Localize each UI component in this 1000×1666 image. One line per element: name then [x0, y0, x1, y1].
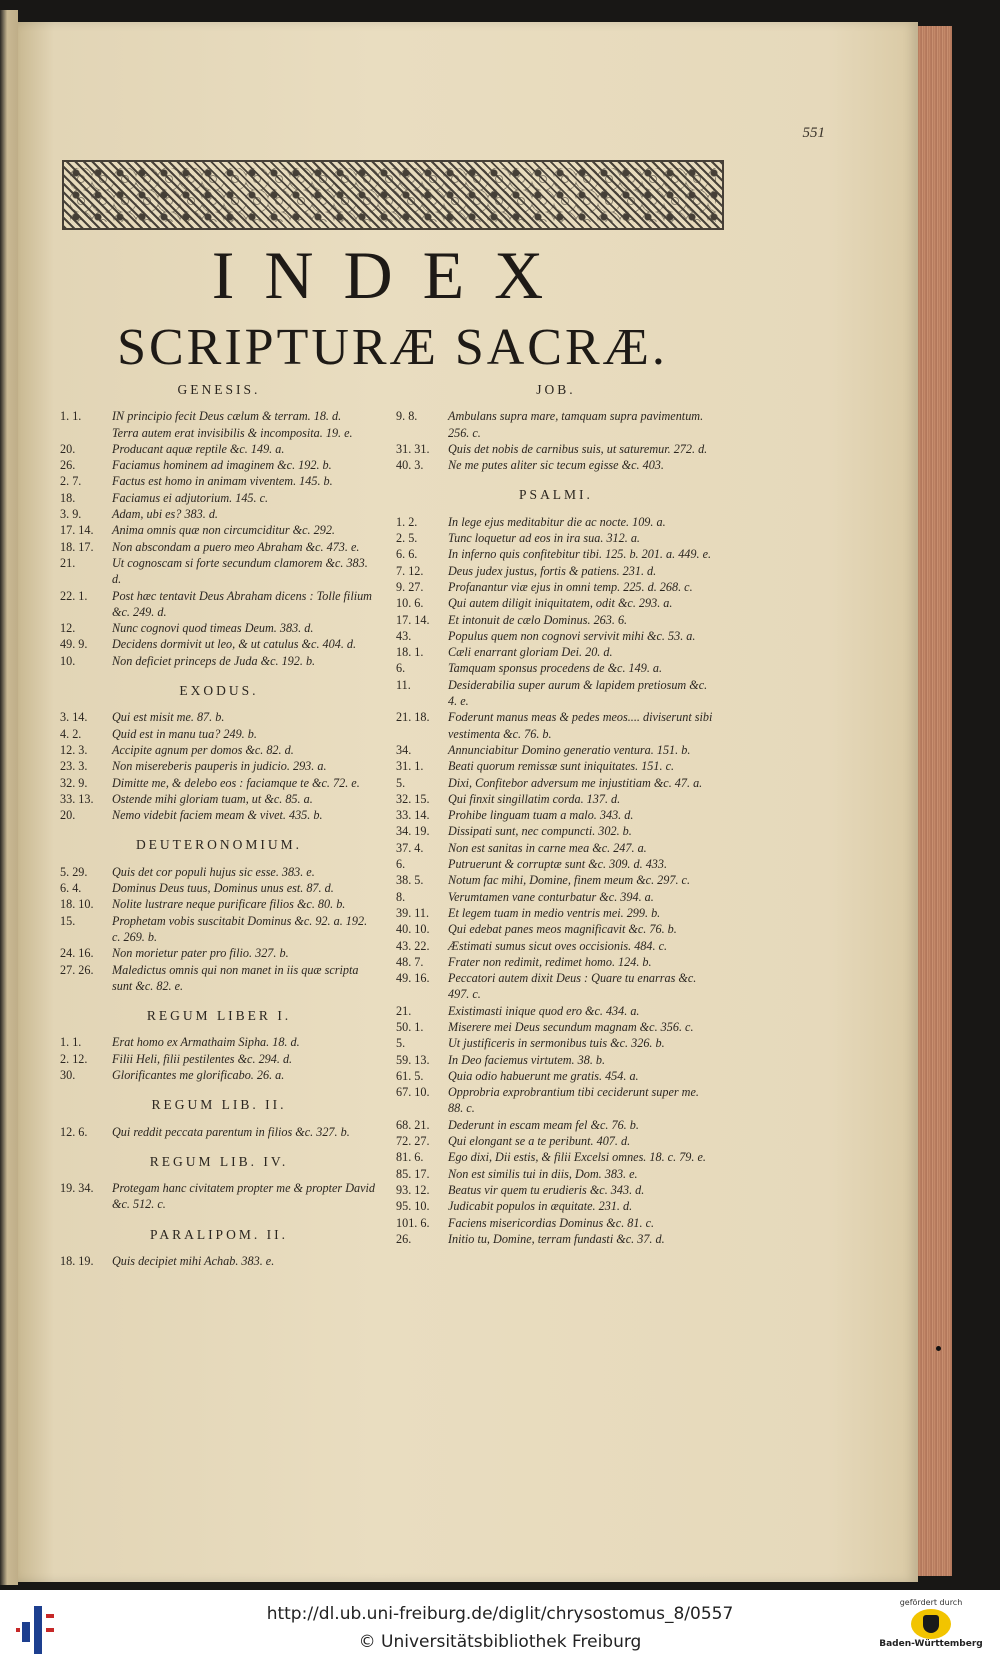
entry-text: Quia odio habuerunt me gratis. 454. a.	[448, 1068, 639, 1083]
section-heading: REGUM LIB. II.	[151, 1097, 287, 1113]
entry-text: Ostende mihi gloriam tuam, ut &c. 85. a.	[112, 791, 313, 806]
entry-text: Factus est homo in animam viventem. 145. b.	[112, 474, 333, 489]
index-entry	[396, 457, 716, 473]
entry-text: Existimasti inique quod ero &c. 434. a.	[448, 1003, 640, 1018]
verse-reference: 3. 14.	[60, 710, 88, 725]
entry-text: Nemo videbit faciem meam & vivet. 435. b.	[112, 808, 323, 823]
index-entry	[60, 742, 378, 758]
entry-text: Frater non redimit, redimet homo. 124. b.	[448, 954, 652, 969]
verse-reference: 93. 12.	[396, 1182, 430, 1197]
verse-reference: 6.	[396, 857, 406, 872]
entry-text: Accipite agnum per domos &c. 82. d.	[112, 742, 294, 757]
verse-reference: 43.	[396, 628, 412, 643]
verse-reference: 32. 9.	[60, 775, 88, 790]
verse-reference: 9. 8.	[396, 409, 418, 424]
verse-reference: 12. 3.	[60, 742, 88, 757]
index-entry	[396, 546, 716, 562]
entry-text: Annunciabitur Domino generatio ventura. 151. b.	[448, 742, 691, 757]
document-url-link[interactable]: http://dl.ub.uni-freiburg.de/diglit/chrysostomus_8/0557	[266, 1604, 734, 1624]
verse-reference: 59. 13.	[396, 1052, 430, 1067]
verse-reference: 6. 6.	[396, 547, 418, 562]
entry-text: Qui est misit me. 87. b.	[112, 710, 225, 725]
index-entry	[396, 775, 716, 791]
verse-reference: 31. 1.	[396, 759, 424, 774]
verse-reference: 33. 14.	[396, 808, 430, 823]
index-entry	[396, 1149, 716, 1165]
entry-text: Nolite lustrare neque purificare filios &c. 80. b.	[112, 897, 346, 912]
entry-text: Decidens dormivit ut leo, & ut catulus &c. 404. d.	[112, 637, 357, 652]
index-entry	[396, 1117, 716, 1133]
entry-text: Faciamus ei adjutorium. 145. c.	[112, 490, 269, 505]
left-index-column	[60, 378, 378, 1269]
entry-text: Non deficiet princeps de Juda &c. 192. b.	[112, 653, 316, 668]
section-heading: PSALMI.	[519, 487, 593, 503]
index-entry	[396, 1084, 716, 1117]
verse-reference: 40. 10.	[396, 922, 430, 937]
index-entry	[60, 1067, 378, 1083]
verse-reference: 6. 4.	[60, 881, 82, 896]
index-entry	[396, 856, 716, 872]
index-entry	[396, 1182, 716, 1198]
index-subtitle: SCRIPTURÆ SACRÆ.	[117, 319, 668, 376]
index-entry	[60, 636, 378, 652]
index-entry	[396, 1068, 716, 1084]
entry-text: Deus judex justus, fortis & patiens. 231. d.	[448, 563, 657, 578]
index-entry	[396, 889, 716, 905]
index-entry	[396, 1166, 716, 1182]
verse-reference: 2. 7.	[60, 474, 82, 489]
verse-reference: 31. 31.	[396, 441, 430, 456]
verse-reference: 12.	[60, 621, 76, 636]
verse-reference: 20.	[60, 808, 76, 823]
entry-text: Producant aquæ reptile &c. 149. a.	[112, 441, 285, 456]
index-entry	[396, 628, 716, 644]
entry-text: Beatus vir quem tu erudieris &c. 343. d.	[448, 1182, 645, 1197]
verse-reference: 95. 10.	[396, 1199, 430, 1214]
verse-reference: 34.	[396, 742, 412, 757]
entry-text: Verumtamen vane conturbatur &c. 394. a.	[448, 889, 654, 904]
entry-text: In inferno quis confitebitur tibi. 125. b. 201. a. 449. e.	[448, 547, 712, 562]
index-entry	[396, 1019, 716, 1035]
entry-text: Dixi, Confitebor adversum me injustitiam &c. 47. a.	[448, 775, 703, 790]
index-entry	[60, 709, 378, 725]
section-heading: REGUM LIBER I.	[146, 1008, 292, 1024]
verse-reference: 49. 9.	[60, 637, 88, 652]
entry-text: Beati quorum remissæ sunt iniquitates. 151. c.	[448, 759, 675, 774]
verse-reference: 4. 2.	[60, 726, 82, 741]
index-entry	[396, 1133, 716, 1149]
verse-reference: 17. 14.	[396, 612, 430, 627]
index-entry	[396, 1215, 716, 1231]
footer-bar	[0, 1590, 1000, 1666]
index-entry	[60, 726, 378, 742]
entry-text: Maledictus omnis qui non manet in iis quæ scripta sunt &c. 82. e.	[112, 962, 359, 993]
index-entry	[396, 660, 716, 676]
verse-reference: 23. 3.	[60, 759, 88, 774]
right-index-column	[396, 378, 716, 1247]
entry-text: Non est sanitas in carne mea &c. 247. a.	[448, 840, 647, 855]
entry-text: Notum fac mihi, Domine, finem meum &c. 297. c.	[448, 873, 691, 888]
sponsor-logo	[872, 1598, 990, 1662]
index-entry	[60, 653, 378, 669]
entry-text: Desiderabilia super aurum & lapidem pretiosum &c. 4. e.	[448, 677, 708, 709]
entry-text: Quis det cor populi hujus sic esse. 383. e.	[112, 864, 315, 879]
verse-reference: 48. 7.	[396, 954, 424, 969]
index-entry	[60, 1253, 378, 1269]
index-entry	[396, 954, 716, 970]
section-heading: EXODUS.	[179, 683, 259, 699]
index-entry	[396, 742, 716, 758]
verse-reference: 6.	[396, 661, 406, 676]
entry-text: Quid est in manu tua? 249. b.	[112, 726, 257, 741]
index-entry	[396, 840, 716, 856]
verse-reference: 34. 19.	[396, 824, 430, 839]
index-entry	[396, 1052, 716, 1068]
index-entry	[60, 1180, 378, 1213]
entry-text: Prohibe linguam tuam a malo. 343. d.	[448, 808, 634, 823]
index-entry	[60, 1034, 378, 1050]
verse-reference: 18.	[60, 490, 76, 505]
index-entry	[396, 595, 716, 611]
entry-text: Nunc cognovi quod timeas Deum. 383. d.	[112, 621, 314, 636]
index-entry	[396, 563, 716, 579]
index-entry	[60, 1124, 378, 1140]
entry-text: Non est similis tui in diis, Dom. 383. e.	[448, 1166, 638, 1181]
entry-text: Initio tu, Domine, terram fundasti &c. 37. d.	[448, 1231, 665, 1246]
index-entry	[396, 1003, 716, 1019]
section-heading: REGUM LIB. IV.	[149, 1153, 289, 1169]
entry-text: Opprobria exprobrantium tibi ceciderunt super me. 88. c.	[448, 1085, 699, 1116]
verse-reference: 101. 6.	[396, 1215, 430, 1230]
verse-reference: 26.	[60, 458, 76, 473]
index-entry	[396, 970, 716, 1003]
entry-text: Non abscondam a puero meo Abraham &c. 473. e.	[112, 539, 360, 554]
entry-text: Non morietur pater pro filio. 327. b.	[112, 946, 289, 961]
index-entry	[60, 945, 378, 961]
verse-reference: 1. 1.	[60, 1035, 82, 1050]
verse-reference: 8.	[396, 889, 406, 904]
entry-text: Prophetam vobis suscitabit Dominus &c. 92. a. 192. c. 269. b.	[112, 913, 368, 944]
index-entry	[396, 758, 716, 774]
verse-reference: 81. 6.	[396, 1150, 424, 1165]
index-entry	[396, 530, 716, 546]
entry-text: Qui reddit peccata parentum in filios &c. 327. b.	[112, 1124, 350, 1139]
index-entry	[60, 775, 378, 791]
entry-text: Tunc loquetur ad eos in ira sua. 312. a.	[448, 531, 640, 546]
index-entry	[60, 896, 378, 912]
entry-text: Qui edebat panes meos magnificavit &c. 76. b.	[448, 922, 677, 937]
index-entry	[396, 579, 716, 595]
verse-reference: 24. 16.	[60, 946, 94, 961]
entry-text: Dederunt in escam meam fel &c. 76. b.	[448, 1117, 639, 1132]
index-title: INDEX	[211, 237, 574, 313]
verse-reference: 1. 1.	[60, 409, 82, 424]
entry-text: Æstimati sumus sicut oves occisionis. 484. c.	[448, 938, 668, 953]
verse-reference: 9. 27.	[396, 579, 424, 594]
index-entry	[396, 921, 716, 937]
index-entry	[60, 457, 378, 473]
verse-reference: 32. 15.	[396, 791, 430, 806]
entry-text: IN principio fecit Deus cælum & terram. 18. d.	[112, 409, 342, 424]
index-entry	[60, 962, 378, 995]
index-entry	[396, 644, 716, 660]
index-entry	[60, 620, 378, 636]
entry-text: Faciens misericordias Dominus &c. 81. c.	[448, 1215, 655, 1230]
section-heading: JOB.	[536, 382, 576, 397]
verse-reference: 10. 6.	[396, 596, 424, 611]
entry-text: Dimitte me, & delebo eos : faciamque te &c. 72. e.	[112, 775, 360, 790]
previous-page-edge	[0, 10, 18, 1585]
index-entry	[60, 441, 378, 457]
entry-text: Qui elongant se a te peribunt. 407. d.	[448, 1134, 631, 1149]
index-entry	[60, 522, 378, 538]
sponsor-caption: gefördert durch	[899, 1598, 963, 1607]
index-entry	[60, 807, 378, 823]
entry-text: Dissipati sunt, nec compuncti. 302. b.	[448, 824, 632, 839]
entry-text: Faciamus hominem ad imaginem &c. 192. b.	[112, 458, 332, 473]
verse-reference: 18. 17.	[60, 539, 94, 554]
verse-reference: 20.	[60, 441, 76, 456]
verse-reference: 7. 12.	[396, 563, 424, 578]
entry-text: Qui autem diligit iniquitatem, odit &c. 293. a.	[448, 596, 673, 611]
entry-text: Post hæc tentavit Deus Abraham dicens : Tolle filium &c. 249. d.	[112, 588, 372, 619]
verse-reference: 5.	[396, 1036, 406, 1051]
entry-text: Et legem tuam in medio ventris mei. 299. b.	[448, 905, 661, 920]
scan-speck	[936, 1346, 941, 1351]
verse-reference: 49. 16.	[396, 971, 430, 986]
entry-text: Miserere mei Deus secundum magnam &c. 356. c.	[448, 1019, 694, 1034]
entry-text: Tamquam sponsus procedens de &c. 149. a.	[448, 661, 663, 676]
entry-text: Profanantur viæ ejus in omni temp. 225. d. 268. c.	[448, 579, 693, 594]
section-heading: PARALIPOM. II.	[150, 1226, 288, 1242]
verse-reference: 11.	[396, 677, 411, 692]
verse-reference: 5.	[396, 775, 406, 790]
index-entry	[60, 1051, 378, 1067]
index-entry	[60, 555, 378, 588]
page-number: 551	[802, 125, 825, 141]
index-entry	[396, 905, 716, 921]
entry-text: Judicabit populos in æquitate. 231. d.	[448, 1199, 633, 1214]
index-entry	[396, 807, 716, 823]
index-entry	[60, 913, 378, 946]
entry-text: Glorificantes me glorificabo. 26. a.	[112, 1067, 285, 1082]
verse-reference: 10.	[60, 653, 76, 668]
verse-reference: 18. 19.	[60, 1254, 94, 1269]
verse-reference: 21.	[396, 1003, 412, 1018]
state-crest-icon	[911, 1609, 951, 1639]
verse-reference: 39. 11.	[396, 905, 430, 920]
verse-reference: 67. 10.	[396, 1085, 430, 1100]
index-entry	[60, 758, 378, 774]
verse-reference: 40. 3.	[396, 458, 424, 473]
entry-text: Cæli enarrant gloriam Dei. 20. d.	[448, 645, 613, 660]
entry-text: In Deo faciemus virtutem. 38. b.	[448, 1052, 606, 1067]
index-entry	[60, 791, 378, 807]
entry-text: Foderunt manus meas & pedes meos.... diviserunt sibi vestimenta &c. 76. b.	[448, 710, 713, 741]
verse-reference: 12. 6.	[60, 1124, 88, 1139]
verse-reference: 21.	[60, 555, 76, 570]
verse-reference: 19. 34.	[60, 1181, 94, 1196]
entry-text: Populus quem non cognovi servivit mihi &c. 53. a.	[448, 628, 696, 643]
entry-text: Non misereberis pauperis in judicio. 293. a.	[112, 759, 327, 774]
index-entry	[396, 408, 716, 441]
verse-reference: 37. 4.	[396, 840, 424, 855]
index-entry	[396, 938, 716, 954]
verse-reference: 5. 29.	[60, 864, 88, 879]
index-entry	[60, 880, 378, 896]
section-heading: DEUTERONOMIUM.	[135, 837, 303, 853]
verse-reference: 21. 18.	[396, 710, 430, 725]
index-entry	[396, 514, 716, 530]
index-entry	[396, 441, 716, 457]
entry-text: Anima omnis quæ non circumciditur &c. 292.	[112, 523, 335, 538]
entry-text: Ut cognoscam si forte secundum clamorem &c. 383. d.	[112, 555, 368, 587]
entry-text: Ut justificeris in sermonibus tuis &c. 326. b.	[448, 1036, 665, 1051]
copyright-text: © Universitätsbibliothek Freiburg	[358, 1632, 642, 1652]
index-entry	[60, 425, 378, 441]
section-heading: GENESIS.	[177, 382, 261, 397]
verse-reference: 68. 21.	[396, 1117, 430, 1132]
verse-reference: 17. 14.	[60, 523, 94, 538]
index-entry	[396, 1231, 716, 1247]
entry-text: Protegam hanc civitatem propter me & propter David &c. 512. c.	[112, 1181, 375, 1212]
verse-reference: 61. 5.	[396, 1068, 424, 1083]
index-entry	[60, 539, 378, 555]
index-entry	[60, 490, 378, 506]
entry-text: Quis det nobis de carnibus suis, ut saturemur. 272. d.	[448, 441, 708, 456]
verse-reference: 85. 17.	[396, 1166, 430, 1181]
verse-reference: 30.	[60, 1067, 76, 1082]
decorative-ornament-band	[62, 160, 724, 230]
verse-reference: 22. 1.	[60, 588, 88, 603]
verse-reference: 2. 12.	[60, 1051, 88, 1066]
verse-reference: 26.	[396, 1231, 412, 1246]
verse-reference: 18. 1.	[396, 645, 424, 660]
verse-reference: 50. 1.	[396, 1019, 424, 1034]
page-block-edge	[918, 26, 952, 1576]
index-entry	[60, 506, 378, 522]
index-entry	[396, 791, 716, 807]
entry-text: In lege ejus meditabitur die ac nocte. 109. a.	[448, 514, 666, 529]
verse-reference: 33. 13.	[60, 791, 94, 806]
index-entry	[396, 1035, 716, 1051]
index-entry	[60, 408, 378, 424]
index-entry	[60, 473, 378, 489]
verse-reference: 43. 22.	[396, 938, 430, 953]
entry-text: Filii Heli, filii pestilentes &c. 294. d.	[112, 1051, 293, 1066]
entry-text: Qui finxit singillatim corda. 137. d.	[448, 791, 621, 806]
sponsor-name: Baden-Württemberg	[879, 1639, 983, 1649]
entry-text: Et intonuit de cælo Dominus. 263. 6.	[448, 612, 628, 627]
entry-text: Adam, ubi es? 383. d.	[112, 507, 218, 522]
entry-text: Erat homo ex Armathaim Sipha. 18. d.	[112, 1035, 300, 1050]
entry-text: Putruerunt & corruptæ sunt &c. 309. d. 433.	[448, 857, 668, 872]
verse-reference: 3. 9.	[60, 507, 82, 522]
verse-reference: 1. 2.	[396, 514, 418, 529]
index-entry	[396, 677, 716, 710]
verse-reference: 38. 5.	[396, 873, 424, 888]
index-entry	[396, 709, 716, 742]
verse-reference: 15.	[60, 913, 76, 928]
entry-text: Ne me putes aliter sic tecum egisse &c. 403.	[448, 458, 664, 473]
verse-reference: 27. 26.	[60, 962, 94, 977]
entry-text: Dominus Deus tuus, Dominus unus est. 87. d.	[112, 881, 334, 896]
verse-reference: 2. 5.	[396, 531, 418, 546]
index-entry	[396, 612, 716, 628]
verse-reference: 18. 10.	[60, 897, 94, 912]
entry-text: Quis decipiet mihi Achab. 383. e.	[112, 1254, 275, 1269]
entry-text: Ego dixi, Dii estis, & filii Excelsi omnes. 18. c. 79. e.	[448, 1150, 706, 1165]
index-entry	[396, 1198, 716, 1214]
index-entry	[60, 864, 378, 880]
entry-text: Peccatori autem dixit Deus : Quare tu enarras &c. 497. c.	[448, 971, 697, 1002]
entry-text: Ambulans supra mare, tamquam supra pavimentum. 256. c.	[448, 409, 704, 440]
entry-text: Terra autem erat invisibilis & incomposita. 19. e.	[112, 425, 353, 440]
index-entry	[60, 588, 378, 621]
index-entry	[396, 823, 716, 839]
verse-reference: 72. 27.	[396, 1134, 430, 1149]
index-entry	[396, 872, 716, 888]
